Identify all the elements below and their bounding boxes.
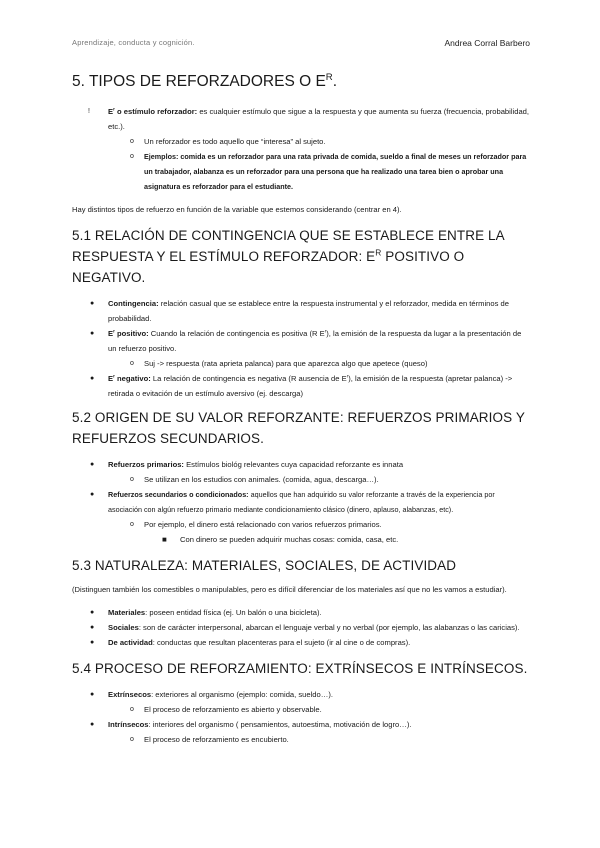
page-header [72,38,530,52]
list-item: o Se utilizan en los estudios con animales. (comida, agua, descarga…). [72,472,530,487]
dot-bullet: ● [90,300,95,307]
circle-bullet: o [130,153,134,160]
dot-bullet: ● [90,624,95,631]
list-item: o Por ejemplo, el dinero está relacionado con varios refuerzos primarios. [72,517,530,532]
s51-list [72,296,530,401]
circle-bullet: o [130,706,134,713]
dot-bullet: ● [90,721,95,728]
list-item: ● Contingencia: relación casual que se establece entre la respuesta instrumental y el reforzador, medida en términos de probabilidad. [72,296,530,326]
s52-list [72,457,530,547]
list-item: ● Sociales: son de carácter interpersonal, abarcan el lenguaje verbal y no verbal (por ejemplo, las alabanzas o las caricias). [72,620,530,635]
dot-bullet: ● [90,609,95,616]
dot-bullet: ● [90,330,95,337]
s54-list [72,687,530,747]
list-item: ● Refuerzos secundarios o condicionados: aquellos que han adquirido su valor reforzante a través de la experiencia por asociación con algún refuerzo primario mediante condicionamiento clásico (dinero, aplauso, alabanzas, etc). [72,487,530,517]
list-item: ● Intrínsecos: interiores del organismo ( pensamientos, autoestima, motivación de logro…). [72,717,530,732]
list-item: ● Extrínsecos: exteriores al organismo (ejemplo: comida, sueldo…). [72,687,530,702]
list-item: o El proceso de reforzamiento es encubierto. [72,732,530,747]
circle-bullet: o [130,736,134,743]
circle-bullet: o [130,476,134,483]
list-item: ● $E^r$ positivo: Cuando la relación de contingencia es positiva (R $E^r$), la emisión de la respuesta da lugar a la presentación de un refuerzo positivo. [72,326,530,356]
header-course-title: Aprendizaje, conducta y cognición. [72,38,195,47]
list-item: ● De actividad: conductas que resultan placenteras para el sujeto (ir al cine o de compras). [72,635,530,650]
list-item: ● Materiales: poseen entidad física (ej. Un balón o una bicicleta). [72,605,530,620]
section-5-4-heading: 5.4 PROCESO DE REFORZAMIENTO: EXTRÍNSECOS E INTRÍNSECOS. [72,661,528,676]
s53-paragraph: (Distinguen también los comestibles o manipulables, pero es difícil diferenciar de los materiales así que no les vamos a estudiar). [72,585,507,594]
list-item: o Un reforzador es todo aquello que “interesa” al sujeto. [72,134,530,149]
dot-bullet: ● [90,491,95,498]
section-5-1-heading: 5.1 RELACIÓN DE CONTINGENCIA QUE SE ESTABLECE ENTRE LA RESPUESTA Y EL ESTÍMULO REFORZADOR: $E^R$ POSITIVO O NEGATIVO. [72,228,505,285]
square-bullet: ■ [162,535,167,544]
list-item: ■ Con dinero se pueden adquirir muchas cosas: comida, casa, etc. [72,532,530,547]
list-item: ! $E^r$ o estímulo reforzador: es cualquier estímulo que sigue a la respuesta y que aumenta su fuerza (frecuencia, probabilidad, etc.). [72,104,530,134]
section-5-title: 5. TIPOS DE REFORZADORES O $E^R$. [72,71,338,90]
list-item: o Ejemplos: comida es un reforzador para una rata privada de comida, sueldo a final de meses un reforzador para un trabajador, alabanza es un reforzador para una persona que ha realizado una tarea bien o aprobar una asignatura es reforzador para el estudiante. [72,149,530,194]
dot-bullet: ● [90,691,95,698]
types-paragraph: Hay distintos tipos de refuerzo en función de la variable que estemos considerando (centrar en 4). [72,205,402,214]
intro-list [72,104,530,194]
list-item: ● $E^r$ negativo: La relación de contingencia es negativa (R ausencia de $E^r$), la emisión de la respuesta (apretar palanca) -> retirada o evitación de un estímulo aversivo (ej. descarga) [72,371,530,401]
circle-bullet: o [130,360,134,367]
dot-bullet: ● [90,375,95,382]
circle-bullet: o [130,521,134,528]
list-item: o El proceso de reforzamiento es abierto y observable. [72,702,530,717]
list-item: ● Refuerzos primarios: Estímulos biológ relevantes cuya capacidad reforzante es innata [72,457,530,472]
dot-bullet: ● [90,461,95,468]
list-item: o Suj -> respuesta (rata aprieta palanca) para que aparezca algo que apetece (queso) [72,356,530,371]
circle-bullet: o [130,138,134,145]
header-author: Andrea Corral Barbero [444,38,530,48]
exclamation-bullet: ! [88,108,90,115]
dot-bullet: ● [90,639,95,646]
document-body [72,72,530,747]
section-5-3-heading: 5.3 NATURALEZA: MATERIALES, SOCIALES, DE ACTIVIDAD [72,558,457,573]
section-5-2-heading: 5.2 ORIGEN DE SU VALOR REFORZANTE: REFUERZOS PRIMARIOS Y REFUERZOS SECUNDARIOS. [72,410,525,446]
s53-list [72,605,530,650]
